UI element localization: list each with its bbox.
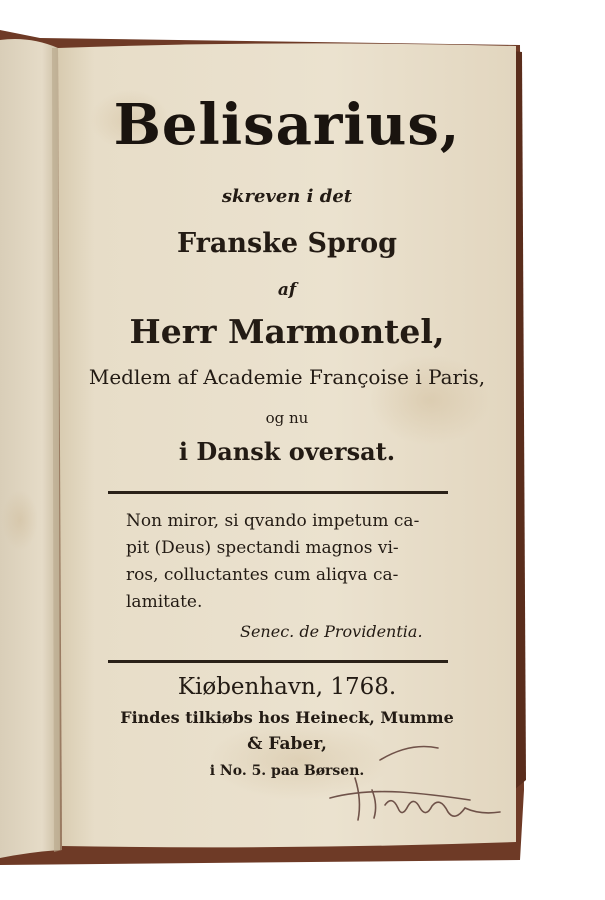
imprint-address: i No. 5. paa Børsen. <box>209 763 365 779</box>
book-title: Belisarius, <box>113 92 461 158</box>
imprint-city-year: Kiøbenhavn, 1768. <box>177 674 397 700</box>
epigraph-source: Senec. de Providentia. <box>240 622 423 641</box>
epigraph-line: lamitate. <box>126 592 203 612</box>
imprint-publisher: & Faber, <box>247 734 327 754</box>
epigraph-line: Non miror, si qvando impetum ca- <box>126 511 420 531</box>
epigraph <box>126 508 454 616</box>
epigraph-line: pit (Deus) spectandi magnos vi- <box>126 538 399 558</box>
epigraph-line: ros, colluctantes cum aliqva ca- <box>126 565 399 585</box>
written-line: skreven i det <box>221 186 353 207</box>
author-name: Herr Marmontel, <box>129 312 445 351</box>
language-line: Franske Sprog <box>176 228 398 259</box>
top-rule <box>108 491 448 494</box>
left-page-edge <box>0 39 60 858</box>
now-line: og nu <box>265 409 309 427</box>
title-page-text <box>62 40 512 840</box>
author-role: Medlem af Academie Françoise i Paris, <box>88 365 486 389</box>
bottom-rule <box>108 660 448 663</box>
imprint-sold-by: Findes tilkiøbs hos Heineck, Mumme <box>120 708 454 727</box>
translated-line: i Dansk oversat. <box>178 437 396 466</box>
by-line: af <box>277 280 297 300</box>
